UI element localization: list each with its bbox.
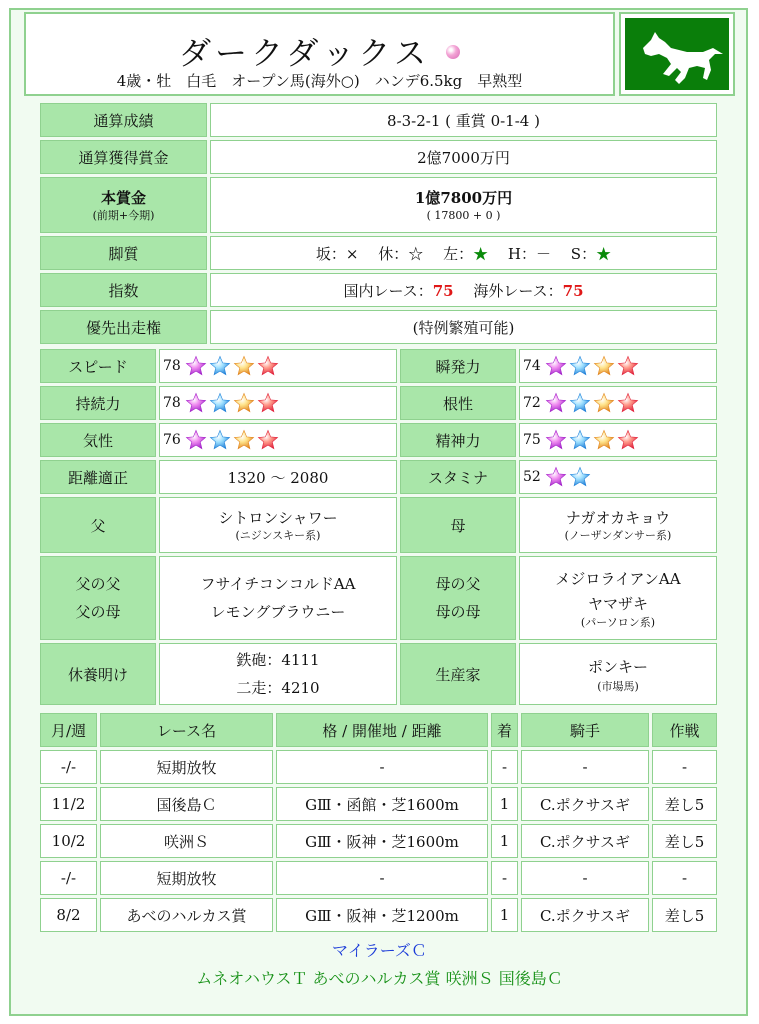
- stamina-value: 52: [523, 469, 541, 485]
- purple-star-icon: [545, 474, 569, 492]
- temper-cell: [159, 423, 397, 457]
- race-place: -: [491, 750, 518, 784]
- slope-label: 坂：: [315, 244, 346, 263]
- red-star-icon: [257, 437, 281, 455]
- purple-star-icon: [185, 400, 209, 418]
- red-star-icon: [617, 437, 641, 455]
- index-value: [210, 273, 717, 307]
- breeder-cell: [519, 643, 717, 705]
- blue-star-icon: [209, 400, 233, 418]
- rest-second: 二走：4210: [236, 679, 320, 697]
- orange-star-icon: [233, 437, 257, 455]
- race-jockey: C.ポクサスギ: [521, 787, 649, 821]
- rest-cell: [159, 643, 397, 705]
- star-rating: [545, 466, 593, 488]
- stamina-label: スタミナ: [400, 460, 516, 494]
- rest-label: 休養明け: [40, 643, 156, 705]
- white-horse-icon: [625, 18, 729, 90]
- race-race-name: 短期放牧: [100, 750, 273, 784]
- speed-label: スピード: [40, 349, 156, 383]
- next-race-link[interactable]: マイラーズＣ: [332, 941, 427, 960]
- main-prize-detail: ( 17800 + 0 ): [426, 209, 501, 222]
- blue-star-icon: [209, 437, 233, 455]
- blue-star-icon: [569, 437, 593, 455]
- index-domestic-value: 75: [432, 281, 454, 300]
- race-date: 10/2: [40, 824, 97, 858]
- race-tactic: 差し5: [652, 824, 717, 858]
- race-detail: GⅢ・阪神・芝1600m: [276, 824, 488, 858]
- table-row: [40, 750, 717, 784]
- orange-star-icon: [593, 400, 617, 418]
- table-row: [40, 787, 717, 821]
- mental-label: 精神力: [400, 423, 516, 457]
- sire-parents-label: [40, 556, 156, 640]
- rest-value: ☆: [408, 244, 424, 263]
- sire-sire-name: フサイチコンコルドAA: [200, 575, 356, 593]
- dam-name: ナガオカキョウ: [565, 509, 671, 527]
- sustain-label: 持続力: [40, 386, 156, 420]
- header-tactic: 作戦: [652, 713, 717, 747]
- legs-value: [210, 236, 717, 270]
- star-rating: [545, 392, 641, 414]
- dam-sire-name: メジロライアンAA: [555, 570, 681, 588]
- sire-cell: [159, 497, 397, 553]
- breeder-name: ポンキー: [587, 658, 648, 676]
- s-value: ★: [596, 244, 612, 263]
- red-star-icon: [257, 400, 281, 418]
- star-rating: [185, 429, 281, 451]
- main-prize-label-cell: [40, 177, 207, 233]
- distance-label: 距離適正: [40, 460, 156, 494]
- header-detail: 格 / 開催地 / 距離: [276, 713, 488, 747]
- race-history-table: [37, 710, 720, 935]
- dam-line: (ノーザンダンサー系): [564, 529, 672, 542]
- star-rating: [185, 392, 281, 414]
- dam-parents-label: [400, 556, 516, 640]
- purple-star-icon: [185, 437, 209, 455]
- star-rating: [545, 429, 641, 451]
- rest-fresh: 鉄砲：4111: [236, 651, 320, 669]
- sire-name: シトロンシャワー: [218, 509, 338, 527]
- purple-star-icon: [545, 363, 569, 381]
- priority-label: 優先出走権: [40, 310, 207, 344]
- horse-name-row: [26, 28, 613, 74]
- guts-cell: [519, 386, 717, 420]
- race-detail: -: [276, 861, 488, 895]
- legs-label: 脚質: [40, 236, 207, 270]
- purple-star-icon: [545, 437, 569, 455]
- left-label: 左：: [443, 244, 474, 263]
- index-overseas-label: 海外レース：: [473, 281, 563, 300]
- priority-value: (特例繁殖可能): [210, 310, 717, 344]
- orange-star-icon: [593, 363, 617, 381]
- race-place: -: [491, 861, 518, 895]
- header-date: 月/週: [40, 713, 97, 747]
- race-jockey: C.ポクサスギ: [521, 898, 649, 932]
- main-prize-value: 1億7800万円: [414, 189, 513, 207]
- temper-label: 気性: [40, 423, 156, 457]
- header-race-name: レース名: [100, 713, 273, 747]
- blue-star-icon: [569, 363, 593, 381]
- index-label: 指数: [40, 273, 207, 307]
- header-place: 着: [491, 713, 518, 747]
- sire-line: (ニジンスキー系): [235, 529, 321, 542]
- race-race-name: 短期放牧: [100, 861, 273, 895]
- race-tactic: 差し5: [652, 898, 717, 932]
- race-tactic: -: [652, 750, 717, 784]
- mental-value: 75: [523, 432, 541, 448]
- sire-dam-label: 父の母: [75, 603, 121, 621]
- titles-won: ムネオハウスＴ あべのハルカス賞 咲洲Ｓ 国後島Ｃ: [196, 969, 563, 988]
- red-star-icon: [617, 363, 641, 381]
- mental-cell: [519, 423, 717, 457]
- orange-star-icon: [233, 400, 257, 418]
- index-overseas-value: 75: [562, 281, 584, 300]
- earnings-value: 2億7000万円: [210, 140, 717, 174]
- race-jockey: -: [521, 750, 649, 784]
- race-date: 8/2: [40, 898, 97, 932]
- race-race-name: 咲洲Ｓ: [100, 824, 273, 858]
- temper-value: 76: [163, 432, 181, 448]
- purple-star-icon: [185, 363, 209, 381]
- purple-star-icon: [545, 400, 569, 418]
- rest-label: 休：: [378, 244, 409, 263]
- earnings-label: 通算獲得賞金: [40, 140, 207, 174]
- sustain-value: 78: [163, 395, 181, 411]
- race-date: -/-: [40, 861, 97, 895]
- guts-label: 根性: [400, 386, 516, 420]
- h-value: －: [536, 244, 552, 263]
- table-row: [40, 898, 717, 932]
- stamina-cell: [519, 460, 717, 494]
- sire-parents-cell: [159, 556, 397, 640]
- h-label: H：: [507, 244, 536, 263]
- record-value: 8-3-2-1 ( 重賞 0-1-4 ): [210, 103, 717, 137]
- blue-star-icon: [569, 474, 593, 492]
- race-header-row: [40, 713, 717, 747]
- race-place: 1: [491, 898, 518, 932]
- race-jockey: C.ポクサスギ: [521, 824, 649, 858]
- sustain-cell: [159, 386, 397, 420]
- dam-parents-cell: [519, 556, 717, 640]
- table-row: [40, 861, 717, 895]
- orange-star-icon: [593, 437, 617, 455]
- dam-dam-label: 母の母: [435, 603, 481, 621]
- burst-label: 瞬発力: [400, 349, 516, 383]
- main-prize-label: 本賞金: [100, 189, 146, 207]
- sire-label: 父: [40, 497, 156, 553]
- breeder-sub: (市場馬): [597, 680, 639, 693]
- speed-cell: [159, 349, 397, 383]
- race-detail: GⅢ・阪神・芝1200m: [276, 898, 488, 932]
- distance-value: 1320 〜 2080: [159, 460, 397, 494]
- summary-table: [37, 100, 720, 347]
- table-row: [40, 824, 717, 858]
- dam-dam-line: (パーソロン系): [580, 616, 656, 629]
- star-rating: [545, 355, 641, 377]
- dam-dam-name: ヤマザキ: [587, 595, 648, 613]
- dam-cell: [519, 497, 717, 553]
- index-domestic-label: 国内レース：: [343, 281, 433, 300]
- guts-value: 72: [523, 395, 541, 411]
- race-place: 1: [491, 787, 518, 821]
- race-race-name: 国後島Ｃ: [100, 787, 273, 821]
- race-tactic: 差し5: [652, 787, 717, 821]
- sire-dam-name: レモングブラウニー: [210, 603, 346, 621]
- left-value: ★: [473, 244, 489, 263]
- red-star-icon: [257, 363, 281, 381]
- breeder-label: 生産家: [400, 643, 516, 705]
- race-date: -/-: [40, 750, 97, 784]
- burst-value: 74: [523, 358, 541, 374]
- race-race-name: あべのハルカス賞: [100, 898, 273, 932]
- horse-name: ダークダックス: [178, 34, 431, 72]
- race-detail: GⅢ・函館・芝1600m: [276, 787, 488, 821]
- speed-value: 78: [163, 358, 181, 374]
- main-prize-sub: (前期+今期): [92, 209, 155, 222]
- race-tactic: -: [652, 861, 717, 895]
- logo-box: [619, 12, 735, 96]
- pink-pearl-icon: [446, 45, 460, 59]
- horse-header: [24, 12, 615, 96]
- horse-info: 4歳・牡 白毛 オープン馬(海外○) ハンデ6.5kg 早熟型: [116, 72, 523, 90]
- header-jockey: 騎手: [521, 713, 649, 747]
- burst-cell: [519, 349, 717, 383]
- race-date: 11/2: [40, 787, 97, 821]
- blue-star-icon: [569, 400, 593, 418]
- star-rating: [185, 355, 281, 377]
- race-jockey: -: [521, 861, 649, 895]
- s-label: S：: [570, 244, 597, 263]
- main-prize-value-cell: [210, 177, 717, 233]
- red-star-icon: [617, 400, 641, 418]
- dam-sire-label: 母の父: [435, 575, 481, 593]
- record-label: 通算成績: [40, 103, 207, 137]
- sire-sire-label: 父の父: [75, 575, 121, 593]
- race-detail: -: [276, 750, 488, 784]
- blue-star-icon: [209, 363, 233, 381]
- orange-star-icon: [233, 363, 257, 381]
- race-place: 1: [491, 824, 518, 858]
- stats-table: [37, 346, 720, 708]
- dam-label: 母: [400, 497, 516, 553]
- slope-value: ×: [345, 244, 359, 263]
